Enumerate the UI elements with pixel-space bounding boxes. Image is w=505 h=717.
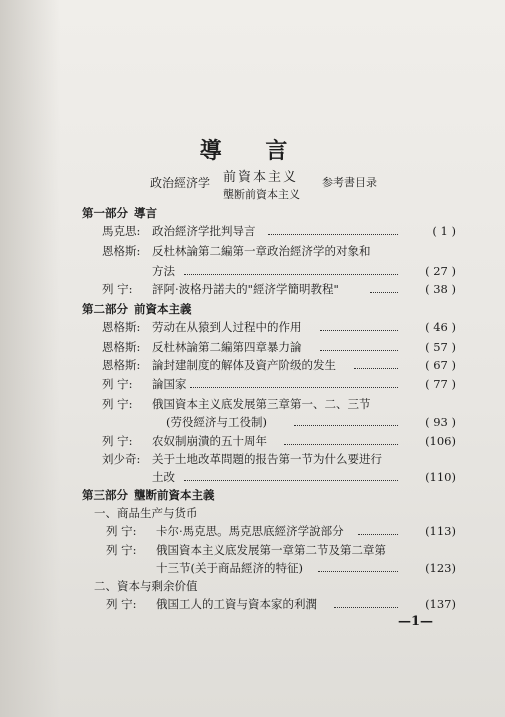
toc-entry [102,338,302,356]
entry-title-continuation: (劳役經济与工役制) [166,415,267,429]
toc-entry [106,541,386,559]
entry-page-number: (110) [425,470,456,484]
part-label: 第一部分 [82,206,128,220]
toc-entry [102,450,382,468]
entry-page-number: ( 38 ) [425,282,456,296]
dot-leader [358,534,398,535]
dot-leader [294,425,398,426]
entry-author: 恩格斯: [102,358,141,372]
toc-entry [106,595,317,613]
toc-entry [102,242,371,260]
toc-entry [102,222,256,240]
toc-entry [102,432,267,450]
entry-author: 列 宁: [106,543,137,557]
subtitle-bottom: 壟断前資本主义 [223,188,300,201]
dot-leader [334,607,398,608]
part-heading [82,300,192,318]
entry-title: 俄国資本主义底发展第一章第二节及第二章第 [156,543,386,557]
entry-title-continuation: 方法 [152,264,175,278]
entry-page-number: (113) [425,524,456,538]
entry-author: 列 宁: [102,397,133,411]
subtitle-left: 政治經济学 [150,176,211,190]
entry-author: 列 宁: [106,524,137,538]
dot-leader [268,234,398,235]
toc-entry [102,318,302,336]
subtitle-right: 参考書目录 [322,176,377,189]
entry-author: 列 宁: [102,377,133,391]
entry-page-number: ( 93 ) [425,415,456,429]
entry-title: 农奴制崩潰的五十周年 [152,434,267,448]
entry-title: 关于土地改革問題的报告第一节为什么要进行 [152,452,382,466]
entry-title: 評阿·波格丹諾夫的"經济学簡明教程" [152,282,339,296]
toc-entry [102,375,187,393]
entry-author: 馬克思: [102,224,141,238]
dot-leader [318,571,398,572]
entry-author: 刘少奇: [102,452,141,466]
entry-title: 劳动在从猿到人过程中的作用 [152,320,302,334]
entry-page-number: ( 67 ) [425,358,456,372]
entry-title-continuation: 土改 [152,470,175,484]
entry-author: 恩格斯: [102,340,141,354]
toc-entry [106,522,344,540]
entry-title: 卡尔·馬克思。馬克思底經济学說部分 [156,524,344,538]
part-name: 導言 [134,206,157,220]
subsection-heading: 二、資本与剩余价值 [94,579,198,593]
subsection-heading: 一、商品生产与货币 [94,506,198,520]
entry-author: 列 宁: [102,282,133,296]
entry-page-number: (123) [425,561,456,575]
dot-leader [190,387,398,388]
dot-leader [284,444,398,445]
entry-page-number: ( 27 ) [425,264,456,278]
entry-page-number: ( 46 ) [425,320,456,334]
part-name: 前資本主義 [134,302,192,316]
page-shadow-edge [0,0,60,717]
toc-entry [102,356,336,374]
dot-leader [354,368,398,369]
page-folio: —1— [398,614,434,629]
entry-author: 列 宁: [106,597,137,611]
part-heading [82,204,157,222]
entry-author: 恩格斯: [102,320,141,334]
entry-title: 反杜林論第二編第一章政治經济学的对象和 [152,244,371,258]
entry-page-number: ( 1 ) [432,224,456,238]
entry-title: 政治經济学批判导言 [152,224,256,238]
entry-page-number: (137) [425,597,456,611]
subtitle [150,166,390,201]
entry-title-continuation: 十三节(关于商品經济的特征) [156,561,303,575]
dot-leader [184,480,398,481]
subtitle-top: 前資本主义 [223,170,299,185]
entry-page-number: (106) [425,434,456,448]
dot-leader [320,350,398,351]
part-label: 第三部分 [82,488,128,502]
entry-author: 列 宁: [102,434,133,448]
entry-title: 反杜林論第二編第四章暴力論 [152,340,302,354]
dot-leader [184,274,398,275]
entry-page-number: ( 57 ) [425,340,456,354]
entry-title: 論国家 [152,377,187,391]
entry-author: 恩格斯: [102,244,141,258]
part-heading [82,486,215,504]
part-label: 第二部分 [82,302,128,316]
page-title: 導 言 [199,138,306,164]
toc-entry [102,280,339,298]
entry-title: 俄国工人的工資与資本家的利潤 [156,597,317,611]
dot-leader [370,292,398,293]
entry-title: 俄国資本主义底发展第三章第一、二、三节 [152,397,371,411]
dot-leader [320,330,398,331]
toc-entry [102,395,371,413]
entry-title: 論封建制度的解体及資产阶级的发生 [152,358,336,372]
entry-page-number: ( 77 ) [425,377,456,391]
part-name: 壟断前資本主義 [134,488,215,502]
subtitle-stack [223,166,323,202]
